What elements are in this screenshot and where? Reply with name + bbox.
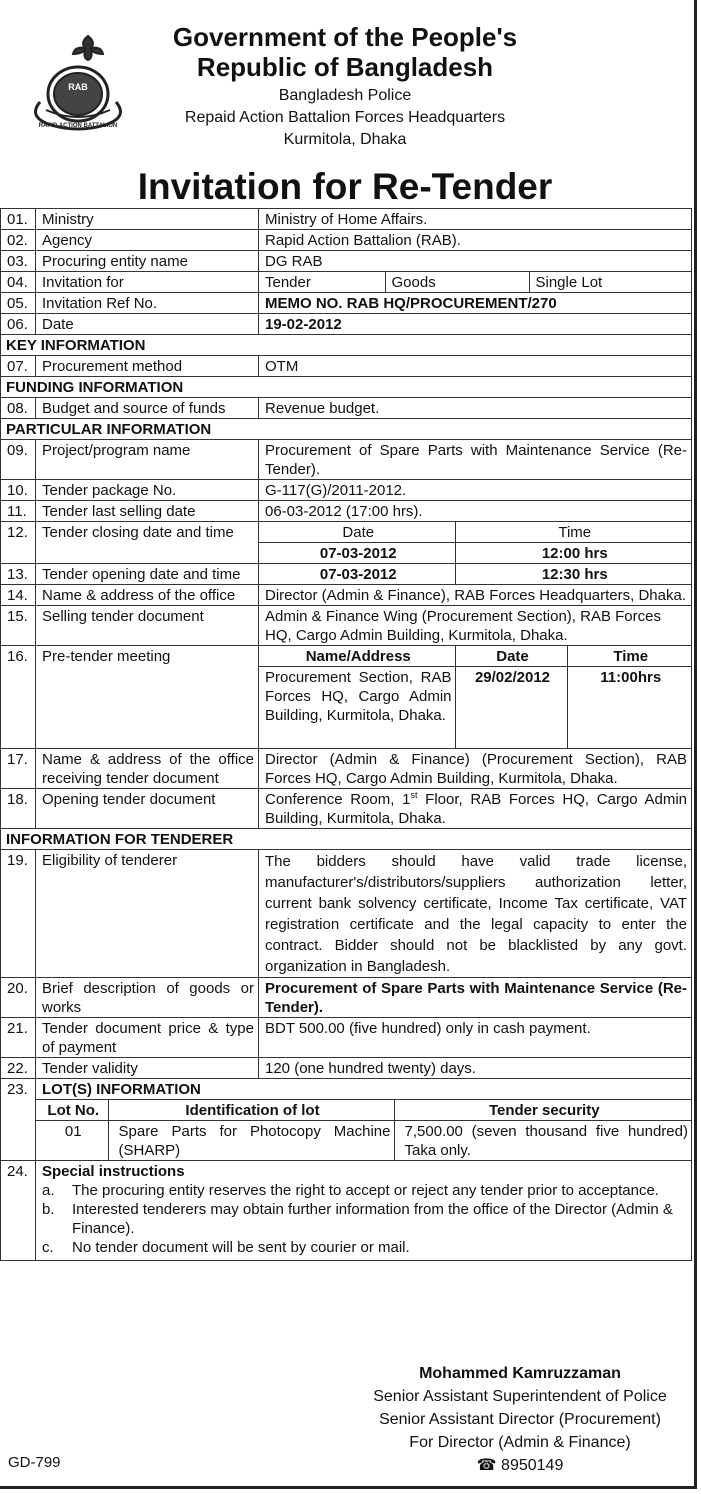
row-no: 07. [1, 356, 36, 377]
phone-line [360, 1454, 680, 1477]
section-heading: INFORMATION FOR TENDERER [1, 829, 692, 850]
section-funding-info [1, 377, 692, 398]
row-value: Director (Admin & Finance), RAB Forces Headquarters, Dhaka. [259, 585, 692, 606]
row-value [259, 564, 692, 585]
item-text: The procuring entity reserves the right to accept or reject any tender prior to acceptance. [72, 1182, 659, 1199]
identification-header: Identification of lot [108, 1100, 394, 1121]
row-no: 24. [1, 1161, 36, 1261]
row-13 [1, 564, 692, 585]
row-label: Name & address of the office receiving tender document [36, 749, 259, 789]
row-value: BDT 500.00 (five hundred) only in cash payment. [259, 1018, 692, 1058]
row-17 [1, 749, 692, 789]
row-no: 06. [1, 314, 36, 335]
row-no: 22. [1, 1058, 36, 1079]
row-21 [1, 1018, 692, 1058]
row-value: DG RAB [259, 251, 692, 272]
section-heading: PARTICULAR INFORMATION [1, 419, 692, 440]
row-23 [1, 1079, 692, 1161]
row-no: 18. [1, 789, 36, 829]
row-08 [1, 398, 692, 419]
lots-cell [36, 1079, 692, 1161]
instructions-cell [36, 1161, 692, 1261]
row-label: Invitation for [36, 272, 259, 293]
row-01 [1, 209, 692, 230]
row-10 [1, 480, 692, 501]
row-24 [1, 1161, 692, 1261]
value-sup: st [410, 790, 418, 800]
document-title: Invitation for Re-Tender [137, 166, 553, 207]
row-value [259, 789, 692, 829]
header-line1: Government of the People's [172, 22, 518, 52]
row-label: Eligibility of tenderer [36, 850, 259, 978]
row-19 [1, 850, 692, 978]
row-label: Opening tender document [36, 789, 259, 829]
lot-security: 7,500.00 (seven thousand five hundred) Taka only. [394, 1121, 691, 1161]
row-value: Revenue budget. [259, 398, 692, 419]
row-no: 15. [1, 606, 36, 646]
row-06 [1, 314, 692, 335]
lot-identification: Spare Parts for Photocopy Machine (SHARP) [108, 1121, 394, 1161]
row-no: 14. [1, 585, 36, 606]
row-11 [1, 501, 692, 522]
date-header: Date [455, 646, 567, 667]
row-value: MEMO NO. RAB HQ/PROCUREMENT/270 [259, 293, 692, 314]
header-line4: Repaid Action Battalion Forces Headquarters [184, 109, 506, 126]
row-label: Tender last selling date [36, 501, 259, 522]
row-label: Agency [36, 230, 259, 251]
phone-number: 8950149 [501, 1457, 564, 1474]
row-15 [1, 606, 692, 646]
row-03 [1, 251, 692, 272]
row-value: OTM [259, 356, 692, 377]
row-no: 16. [1, 646, 36, 749]
row-02 [1, 230, 692, 251]
row-value: Admin & Finance Wing (Procurement Section), RAB Forces HQ, Cargo Admin Building, Kurmitola, Dhaka. [259, 606, 692, 646]
row-18 [1, 789, 692, 829]
row-no: 04. [1, 272, 36, 293]
row-16 [1, 646, 692, 749]
header-line3: Bangladesh Police [278, 87, 412, 104]
item-key: a. [42, 1182, 55, 1199]
row-22 [1, 1058, 692, 1079]
row-12 [1, 522, 692, 564]
row-label: Tender validity [36, 1058, 259, 1079]
signature-block [360, 1362, 680, 1477]
row-label: Budget and source of funds [36, 398, 259, 419]
item-key: b. [42, 1201, 55, 1218]
header-line2: Republic of Bangladesh [196, 52, 494, 82]
row-label: Procuring entity name [36, 251, 259, 272]
opening-time: 12:30 hrs [455, 564, 691, 584]
row-no: 23. [1, 1079, 36, 1161]
row-value: Rapid Action Battalion (RAB). [259, 230, 692, 251]
section-particular-info [1, 419, 692, 440]
row-09 [1, 440, 692, 480]
row-label: Tender closing date and time [36, 522, 259, 564]
row-value [259, 272, 692, 293]
row-05 [1, 293, 692, 314]
closing-time: 12:00 hrs [455, 543, 691, 564]
row-no: 10. [1, 480, 36, 501]
instruction-item [42, 1238, 687, 1257]
lot-no-header: Lot No. [47, 1102, 100, 1119]
row-label: Tender package No. [36, 480, 259, 501]
signatory-title3: For Director (Admin & Finance) [409, 1434, 631, 1451]
signatory-title1: Senior Assistant Superintendent of Police [373, 1388, 667, 1405]
security-header: Tender security [394, 1100, 691, 1121]
value-text: Conference Room, 1 [265, 791, 411, 808]
row-no: 09. [1, 440, 36, 480]
invitation-tender: Tender [265, 274, 311, 291]
row-label: Ministry [36, 209, 259, 230]
row-label: Procurement method [36, 356, 259, 377]
invitation-single-lot: Single Lot [529, 272, 691, 292]
row-label: Pre-tender meeting [36, 646, 259, 749]
telephone-icon: ☎ [476, 1457, 497, 1474]
row-20 [1, 978, 692, 1018]
closing-date: 07-03-2012 [259, 543, 455, 564]
row-label: Selling tender document [36, 606, 259, 646]
instructions-list [42, 1181, 687, 1257]
item-text: No tender document will be sent by courier or mail. [72, 1239, 410, 1256]
row-value: 19-02-2012 [259, 314, 692, 335]
row-no: 01. [1, 209, 36, 230]
row-no: 03. [1, 251, 36, 272]
row-no: 11. [1, 501, 36, 522]
header-line5: Kurmitola, Dhaka [283, 131, 407, 148]
date-header: Date [342, 524, 375, 541]
item-text: Interested tenderers may obtain further information from the office of the Director (Admin & Finance). [72, 1201, 673, 1237]
emblem-text: RAB [68, 82, 88, 92]
row-no: 20. [1, 978, 36, 1018]
row-no: 13. [1, 564, 36, 585]
header-block [100, 22, 590, 150]
value-text: Floor, RAB Forces HQ, Cargo Admin Building, Kurmitola, Dhaka. [265, 791, 688, 827]
row-no: 12. [1, 522, 36, 564]
lots-heading: LOT(S) INFORMATION [42, 1081, 201, 1098]
row-label: Date [36, 314, 259, 335]
row-value: 06-03-2012 (17:00 hrs). [259, 501, 692, 522]
instructions-heading: Special instructions [42, 1163, 185, 1180]
row-no: 05. [1, 293, 36, 314]
row-04 [1, 272, 692, 293]
row-label: Project/program name [36, 440, 259, 480]
row-label: Invitation Ref No. [36, 293, 259, 314]
section-tenderer-info [1, 829, 692, 850]
row-label: Tender document price & type of payment [36, 1018, 259, 1058]
row-value [259, 646, 692, 749]
opening-date: 07-03-2012 [319, 566, 397, 583]
row-value [259, 522, 692, 564]
row-no: 08. [1, 398, 36, 419]
emblem-ribbon: RAPID ACTION BATTALION [38, 123, 118, 129]
footer-code: GD-799 [8, 1454, 61, 1471]
section-heading: KEY INFORMATION [1, 335, 692, 356]
meeting-date: 29/02/2012 [455, 667, 567, 749]
time-header: Time [567, 646, 691, 667]
section-key-info [1, 335, 692, 356]
item-key: c. [42, 1239, 54, 1256]
lots-table [36, 1099, 691, 1160]
row-value: The bidders should have valid trade license, manufacturer's/distributors/suppliers authorization letter, current bank solvency certificate, Income Tax certificate, VAT registration certificate and the legal capacity to enter the contract. Bidder should not be blacklisted by any govt. organization in Bangladesh. [259, 850, 692, 978]
row-no: 21. [1, 1018, 36, 1058]
row-value: G-117(G)/2011-2012. [259, 480, 692, 501]
row-label: Name & address of the office [36, 585, 259, 606]
row-14 [1, 585, 692, 606]
row-label: Tender opening date and time [36, 564, 259, 585]
row-label: Brief description of goods or works [36, 978, 259, 1018]
name-address-header: Name/Address [305, 648, 411, 665]
lot-no: 01 [36, 1121, 108, 1161]
row-no: 02. [1, 230, 36, 251]
invitation-goods: Goods [385, 272, 529, 292]
row-value: Director (Admin & Finance) (Procurement Section), RAB Forces HQ, Cargo Admin Building, Kurmitola, Dhaka. [259, 749, 692, 789]
row-07 [1, 356, 692, 377]
meeting-time: 11:00hrs [567, 667, 691, 749]
time-header: Time [455, 522, 691, 543]
instruction-item [42, 1181, 687, 1200]
tender-table [0, 208, 692, 1261]
row-value: 120 (one hundred twenty) days. [259, 1058, 692, 1079]
row-value: Ministry of Home Affairs. [259, 209, 692, 230]
meeting-venue: Procurement Section, RAB Forces HQ, Cargo Admin Building, Kurmitola, Dhaka. [259, 667, 455, 749]
row-value: Procurement of Spare Parts with Maintenance Service (Re-Tender). [259, 440, 692, 480]
signatory-title2: Senior Assistant Director (Procurement) [379, 1411, 661, 1428]
row-no: 19. [1, 850, 36, 978]
row-value: Procurement of Spare Parts with Maintenance Service (Re-Tender). [259, 978, 692, 1018]
instruction-item [42, 1200, 687, 1238]
row-no: 17. [1, 749, 36, 789]
signatory-name: Mohammed Kamruzzaman [419, 1365, 621, 1382]
section-heading: FUNDING INFORMATION [1, 377, 692, 398]
